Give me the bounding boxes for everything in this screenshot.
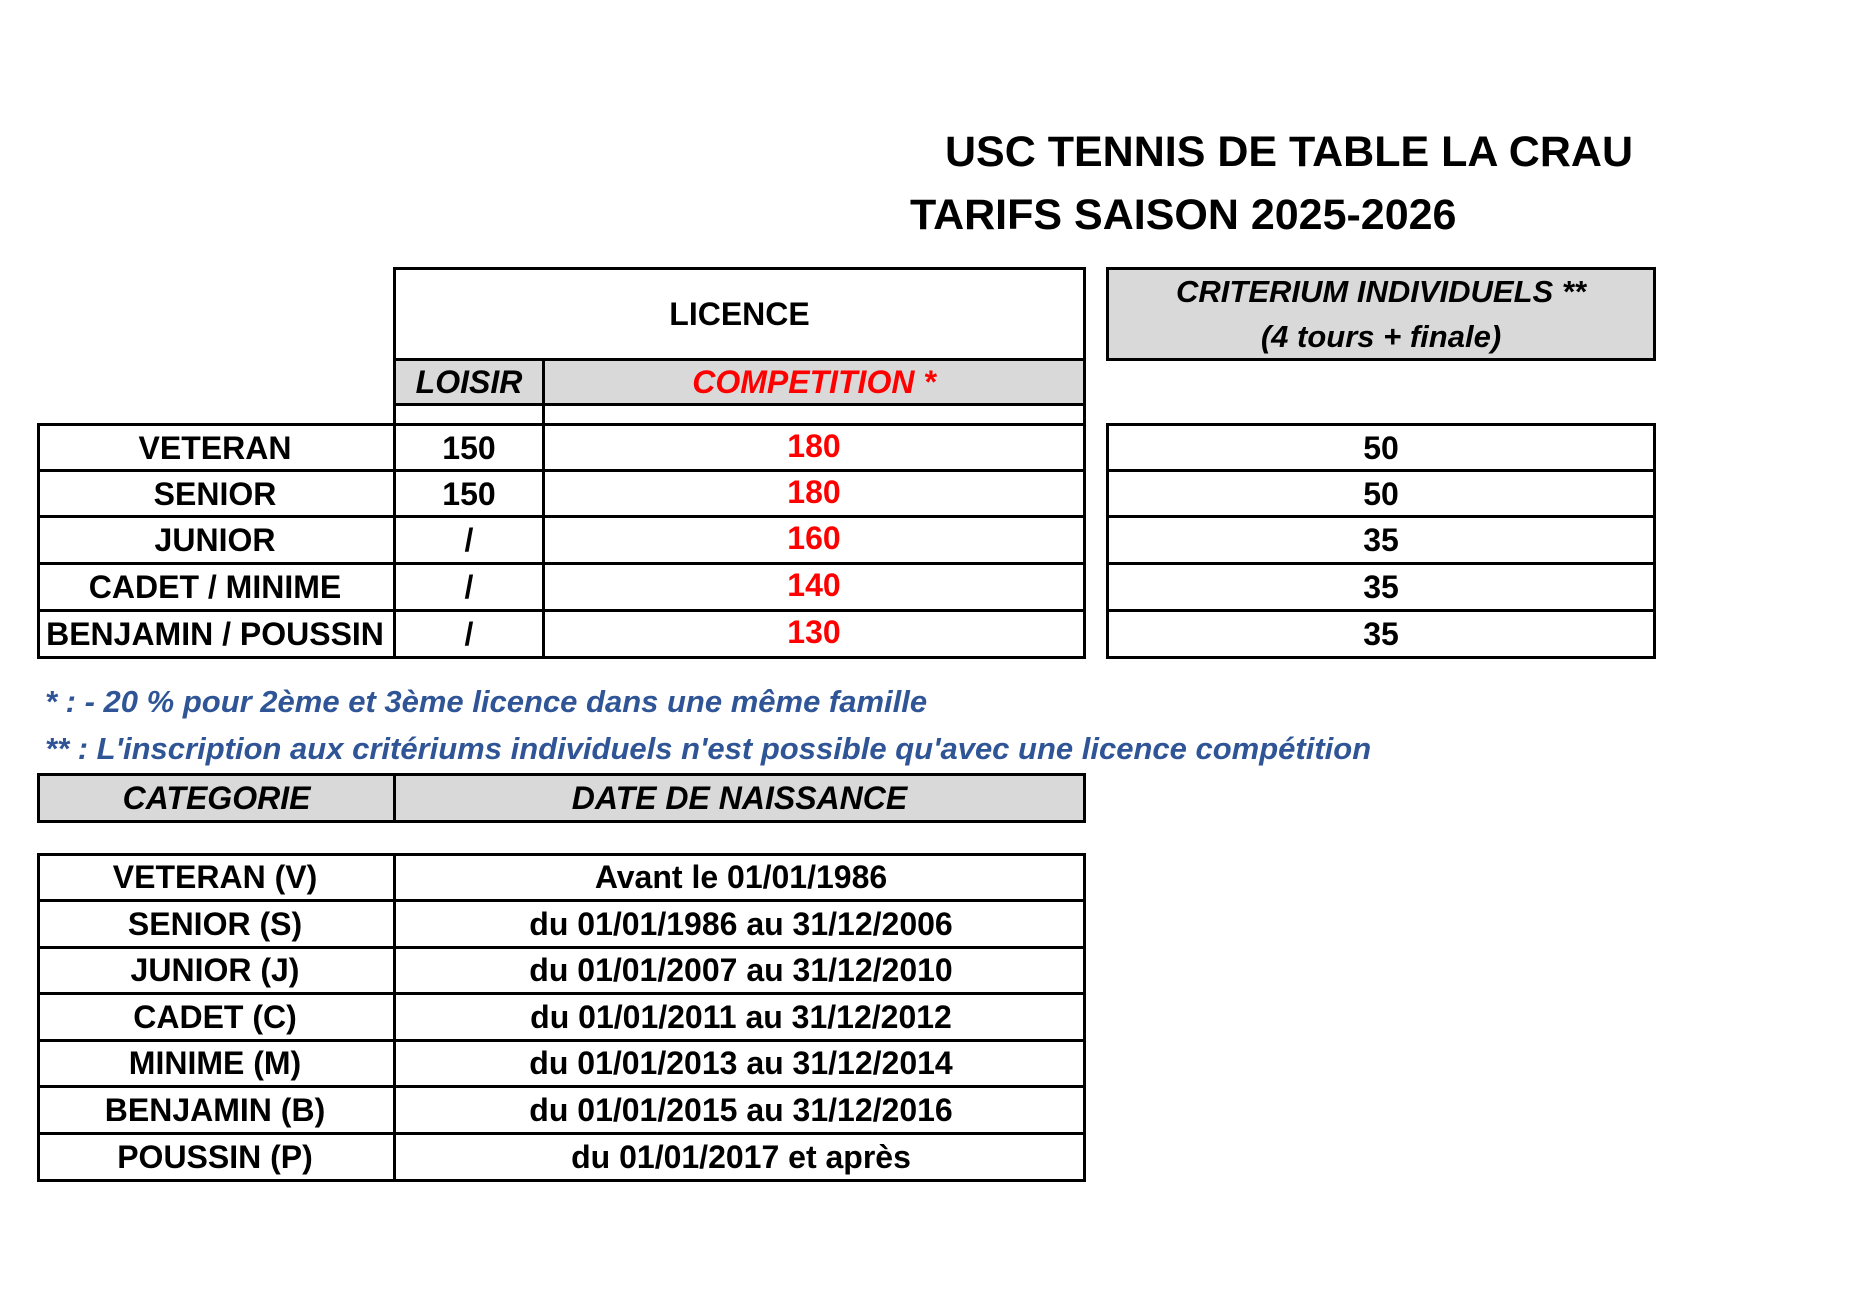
category-date: du 01/01/2011 au 31/12/2012 — [530, 998, 952, 1035]
category-name: VETERAN (V) — [112, 858, 318, 895]
tarif-category: BENJAMIN / POUSSIN — [46, 615, 384, 652]
date-header: DATE DE NAISSANCE — [571, 779, 908, 816]
tarif-category: SENIOR — [153, 475, 277, 512]
tarif-criterium: 35 — [1363, 615, 1399, 652]
category-date: du 01/01/1986 au 31/12/2006 — [529, 905, 953, 942]
tarif-category: VETERAN — [138, 429, 292, 466]
tarif-criterium: 35 — [1363, 568, 1399, 605]
tarif-competition: 180 — [787, 427, 841, 464]
category-name: SENIOR (S) — [127, 905, 303, 942]
tarif-loisir: / — [464, 568, 474, 605]
loisir-header: LOISIR — [415, 363, 523, 400]
tarif-competition: 140 — [787, 566, 841, 603]
category-date: Avant le 01/01/1986 — [594, 858, 888, 895]
tarif-competition: 130 — [787, 613, 841, 650]
tarif-criterium: 50 — [1363, 475, 1399, 512]
category-date: du 01/01/2015 au 31/12/2016 — [529, 1091, 953, 1128]
tarif-competition: 160 — [787, 519, 841, 556]
tarif-loisir: 150 — [442, 475, 496, 512]
category-name: POUSSIN (P) — [117, 1138, 313, 1175]
competition-header: COMPETITION * — [692, 363, 936, 400]
tarif-category: CADET / MINIME — [88, 568, 342, 605]
page-subtitle: TARIFS SAISON 2025-2026 — [910, 191, 1457, 239]
tarif-category: JUNIOR — [154, 521, 276, 558]
category-name: BENJAMIN (B) — [104, 1091, 326, 1128]
tarif-loisir: / — [464, 521, 474, 558]
category-name: MINIME (M) — [128, 1044, 302, 1081]
footnote-discount: * : - 20 % pour 2ème et 3ème licence dans une même famille — [45, 684, 928, 719]
page-title: USC TENNIS DE TABLE LA CRAU — [945, 128, 1633, 176]
category-date: du 01/01/2017 et après — [571, 1138, 911, 1175]
category-name: JUNIOR (J) — [130, 951, 300, 988]
criterium-header-line1: CRITERIUM INDIVIDUELS ** — [1176, 274, 1586, 309]
tarif-criterium: 50 — [1363, 429, 1399, 466]
licence-header: LICENCE — [669, 295, 810, 332]
category-date: du 01/01/2013 au 31/12/2014 — [529, 1044, 953, 1081]
footnote-criterium: ** : L'inscription aux critériums individuels n'est possible qu'avec une licence compétition — [45, 731, 1372, 766]
tarif-loisir: 150 — [442, 429, 496, 466]
criterium-header-line2: (4 tours + finale) — [1260, 319, 1502, 354]
tarif-loisir: / — [464, 615, 474, 652]
categorie-header: CATEGORIE — [122, 779, 311, 816]
tarif-criterium: 35 — [1363, 521, 1399, 558]
category-name: CADET (C) — [133, 998, 297, 1035]
category-date: du 01/01/2007 au 31/12/2010 — [529, 951, 953, 988]
tarif-competition: 180 — [787, 473, 841, 510]
